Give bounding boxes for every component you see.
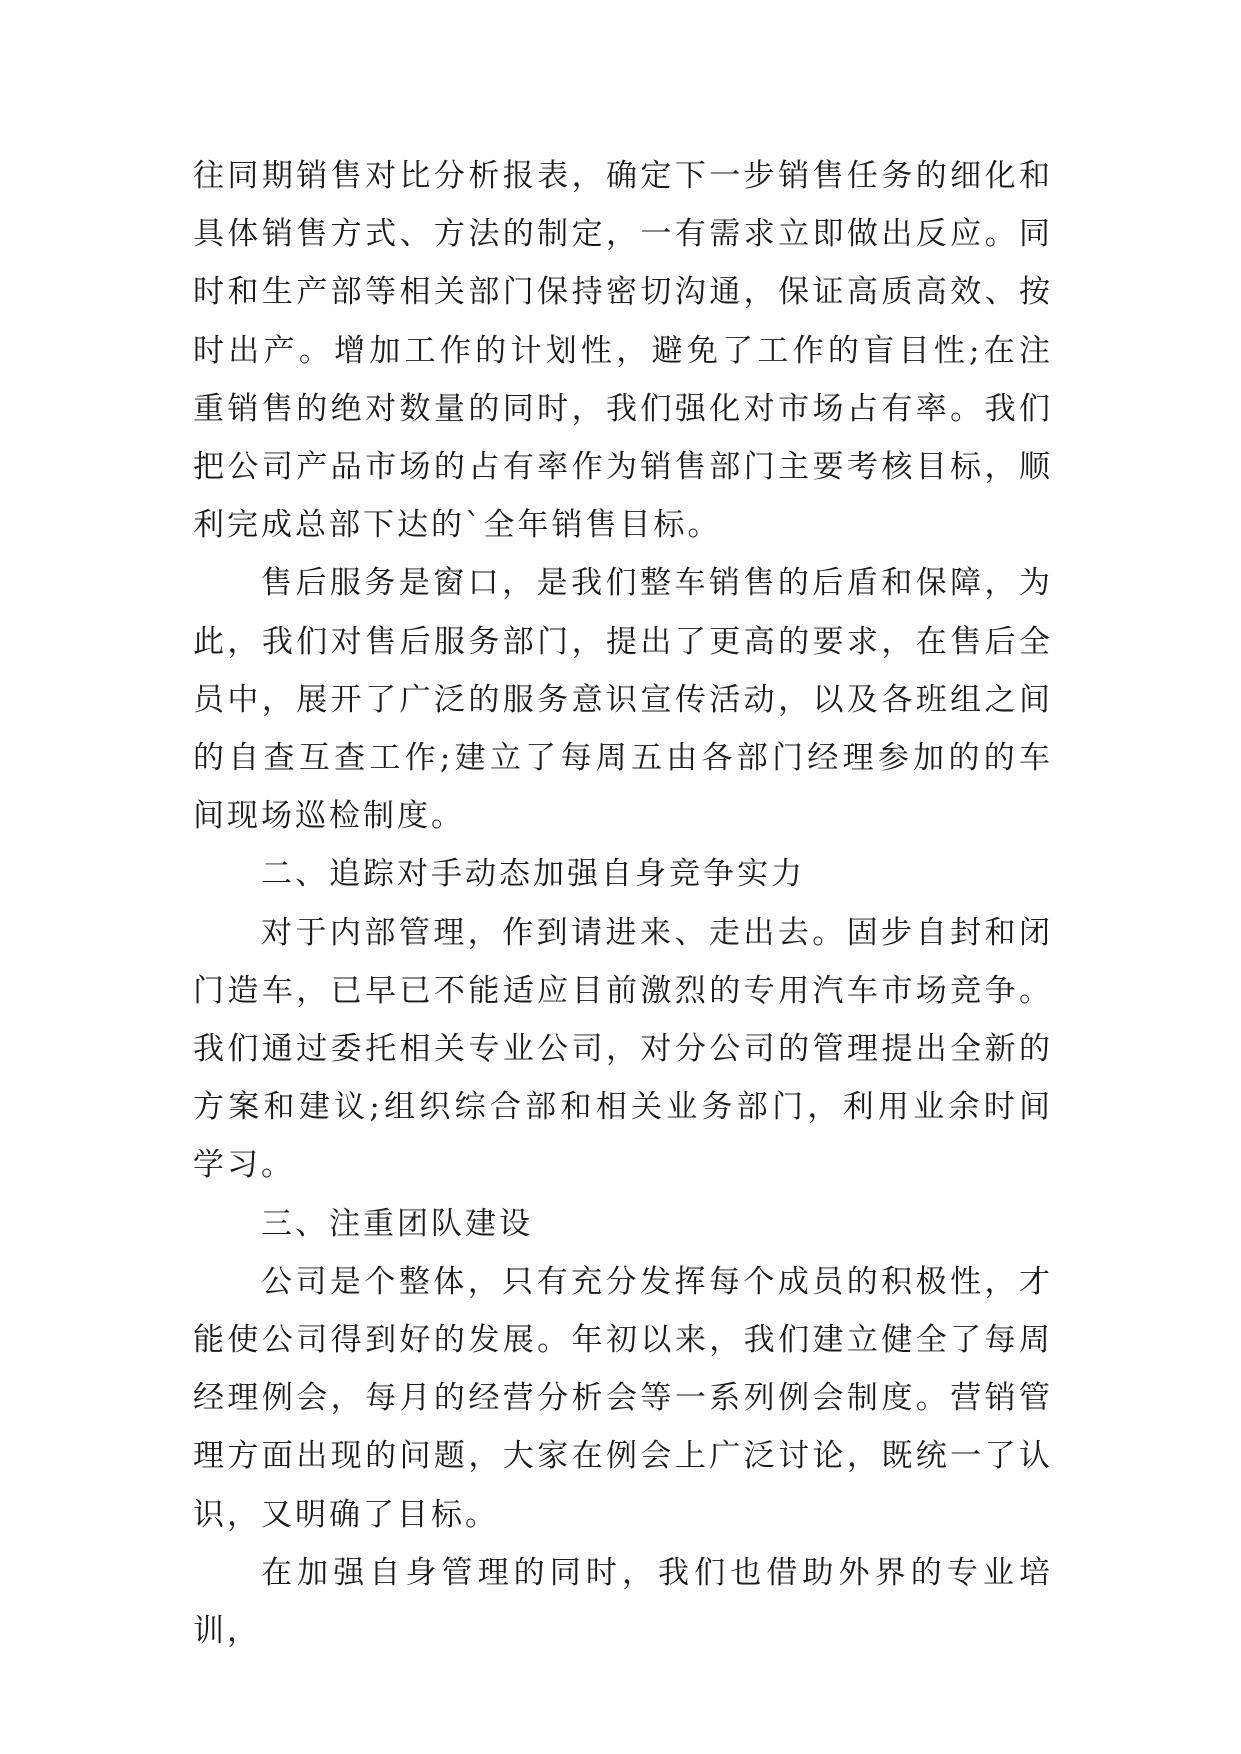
document-body (193, 147, 1053, 1660)
section-heading-competition: 二、追踪对手动态加强自身竞争实力 (261, 856, 805, 893)
paragraph-internal-management: 对于内部管理，作到请进来、走出去。固步自封和闭门造车，已早已不能适应目前激烈的专用汽车市场竞争。我们通过委托相关专业公司，对分公司的管理提出全新的方案和建议;组织综合部和相关业务部门，利用业余时间学习。 (193, 914, 1053, 1184)
paragraph-company-meetings: 公司是个整体，只有充分发挥每个成员的积极性，才能使公司得到好的发展。年初以来，我们建立健全了每周经理例会，每月的经营分析会等一系列例会制度。营销管理方面出现的问题，大家在例会上广泛讨论，既统一了认识，又明确了目标。 (193, 1263, 1053, 1533)
section-heading-team-building: 三、注重团队建设 (261, 1205, 533, 1242)
paragraph-sales-analysis: 往同期销售对比分析报表，确定下一步销售任务的细化和具体销售方式、方法的制定，一有需求立即做出反应。同时和生产部等相关部门保持密切沟通，保证高质高效、按时出产。增加工作的计划性，避免了工作的盲目性;在注重销售的绝对数量的同时，我们强化对市场占有率。我们把公司产品市场的占有率作为销售部门主要考核目标，顺利完成总部下达的`全年销售目标。 (193, 158, 1053, 544)
paragraph-external-training: 在加强自身管理的同时，我们也借助外界的专业培训， (193, 1554, 1053, 1650)
paragraph-after-sales-service: 售后服务是窗口，是我们整车销售的后盾和保障，为此，我们对售后服务部门，提出了更高的要求，在售后全员中，展开了广泛的服务意识宣传活动，以及各班组之间的自查互查工作;建立了每周五由各部门经理参加的的车间现场巡检制度。 (193, 565, 1053, 835)
